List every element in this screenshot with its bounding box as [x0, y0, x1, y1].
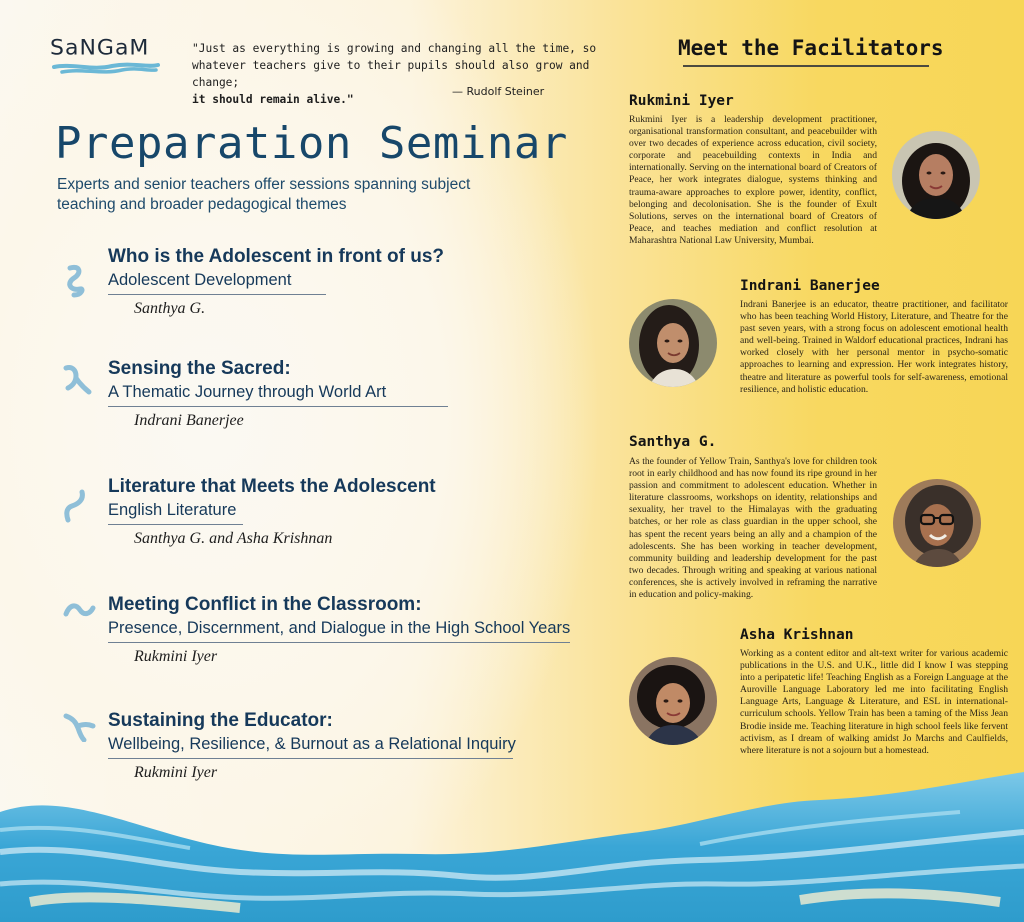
facilitator-name: Santhya G. — [629, 434, 717, 450]
squiggle-icon — [62, 712, 96, 742]
session-subtitle: Presence, Discernment, and Dialogue in the High School Years — [108, 619, 571, 637]
squiggle-icon — [62, 600, 96, 620]
facilitator-bio: Indrani Banerjee is an educator, theatre practitioner, and facilitator who has been teaching World History, Literature, and Theatre for the past seven years, with a strong focus on adolescent emotional health and well-being. Trained in Waldorf educational practices, Indrani has worked closely with her personal mentor in psycho-somatic approaches to learning and expression. Her work integrates history, theatre and literature as powerful tools for self-awareness, emotional resilience, and holistic education. — [740, 299, 1008, 395]
session-item — [108, 357, 448, 430]
session-facilitator: Santhya G. and Asha Krishnan — [134, 530, 333, 547]
session-divider — [108, 294, 326, 295]
session-divider — [108, 642, 570, 643]
avatar-asha-krishnan — [629, 657, 717, 745]
facilitator-bio: Rukmini Iyer is a leadership development practitioner, organisational transformation consultant, and peacebuilder with over two decades of experience across education, civil society, corporate and peacebuilding contexts in India and internationally. Serving on the international board of Creators of Peace, her work integrates dialogue, systems thinking and trauma-aware approaches to explore power, identity, conflict, belonging and decolonisation. She is the founder of Exult Solutions, serves on the international board of Creators of Peace, and teaches mediation and conflict resolution at Maharashtra National Law University, Mumbai. — [629, 114, 877, 246]
session-item — [108, 475, 436, 548]
session-title: Who is the Adolescent in front of us? — [108, 246, 445, 267]
session-divider — [108, 524, 243, 525]
session-divider — [108, 406, 448, 407]
subtitle-line-1: Experts and senior teachers offer sessions spanning subject — [57, 176, 471, 193]
quote-line-2: whatever teachers give to their pupils should also grow and change; — [192, 59, 590, 89]
facilitators-divider — [683, 65, 929, 67]
logo-wave-icon — [52, 62, 160, 76]
session-subtitle: Wellbeing, Resilience, & Burnout as a Relational Inquiry — [108, 735, 516, 753]
squiggle-icon — [62, 362, 92, 398]
facilitator-name: Rukmini Iyer — [629, 93, 734, 109]
quote-author: — Rudolf Steiner — [452, 85, 545, 98]
facilitator-bio: Working as a content editor and alt-text writer for various academic publications in the U.S. and U.K., little did I know I was stepping into a peripatetic life! Teaching English as a Foreign Language at the Auroville Language Laboratory led me into facilitating English Language Arts, Language & Literature, and ESL in international-curriculum schools. Yellow Train has been a taming of the Miss Jean Brodie inside me. Teaching literature in high school feels like fervent activism, as I dream of walking amidst Jo Marchs and Caulfields, where literature is not a sojourn but a homestead. — [740, 648, 1008, 756]
facilitator-name: Indrani Banerjee — [740, 278, 880, 294]
session-facilitator: Santhya G. — [134, 300, 206, 317]
avatar-rukmini-iyer — [892, 131, 980, 219]
session-title: Meeting Conflict in the Classroom: — [108, 594, 422, 615]
logo-text: SaNGaM — [50, 36, 150, 61]
session-facilitator: Rukmini Iyer — [134, 764, 218, 781]
avatar-santhya-g — [893, 479, 981, 567]
quote-line-3: it should remain alive." — [192, 93, 354, 106]
facilitator-bio: As the founder of Yellow Train, Santhya's love for children took root in early childhood and has now found its ripe ground in her passion and commitment to adolescent education. Whether in literature classrooms, workshops on identity, relationships and sexuality, her travel to the Himalayas with the graduating batches, or her role as class guardian in the upper school, she has spent the recent years being an ally and a champion of the adolescents. She has been working in teacher development, community building and leadership development for the past two decades. Through writing and speaking at various national conferences, she is actively involved in reframing the narrative in education and policy-making. — [629, 456, 877, 601]
session-title: Sensing the Sacred: — [108, 358, 291, 379]
facilitator-name: Asha Krishnan — [740, 627, 854, 643]
session-subtitle: English Literature — [108, 501, 237, 519]
session-divider — [108, 758, 513, 759]
facilitators-heading: Meet the Facilitators — [678, 36, 944, 60]
session-facilitator: Rukmini Iyer — [134, 648, 218, 665]
session-title: Literature that Meets the Adolescent — [108, 476, 436, 497]
session-item — [108, 245, 444, 318]
session-title: Sustaining the Educator: — [108, 710, 333, 731]
session-subtitle: Adolescent Development — [108, 271, 292, 289]
session-item — [108, 593, 570, 666]
session-facilitator: Indrani Banerjee — [134, 412, 244, 429]
page-subtitle — [57, 175, 547, 215]
session-item — [108, 709, 516, 782]
squiggle-icon — [62, 488, 88, 524]
ocean-waves-illustration — [0, 772, 1024, 922]
squiggle-icon — [62, 263, 88, 299]
page-title: Preparation Seminar — [55, 118, 568, 169]
avatar-indrani-banerjee — [629, 299, 717, 387]
quote-line-1: "Just as everything is growing and changing all the time, so — [192, 42, 597, 55]
sangam-logo — [50, 36, 162, 86]
session-subtitle: A Thematic Journey through World Art — [108, 383, 387, 401]
subtitle-line-2: teaching and broader pedagogical themes — [57, 196, 347, 213]
